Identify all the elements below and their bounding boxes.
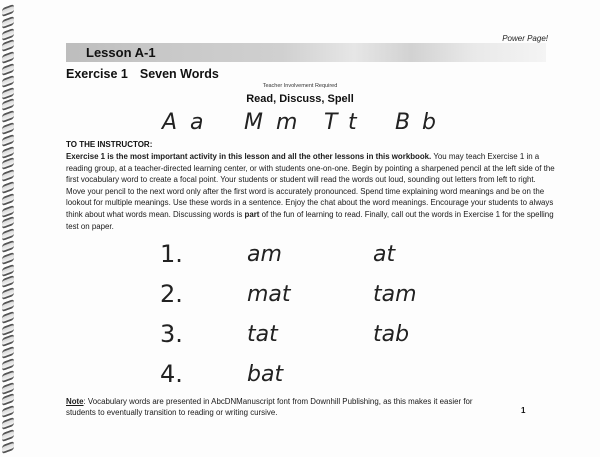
exercise-name: Seven Words [139,67,219,81]
letter-lower-b: b [422,110,436,135]
spiral-ring [2,122,14,135]
spiral-ring [2,311,14,324]
word-row [155,320,475,356]
footnote [66,396,486,418]
word-row [155,280,475,316]
letter-upper-t: T [324,110,338,135]
vocabulary-word: am [247,242,282,267]
note-label: Note [66,397,84,406]
vocabulary-word: mat [247,282,291,307]
letter-upper-a: A [162,110,178,135]
instructions-part-word: part [244,209,260,219]
spiral-ring [2,358,14,371]
spiral-binding [2,6,16,454]
spiral-ring [2,240,14,253]
spiral-ring [2,4,14,17]
instructions-body-end: of the fun of learning to read. Finally, call out the words in Exercise 1 for the spelling test on paper. [66,209,554,231]
row-number: 3. [160,320,183,348]
exercise-number: Exercise 1 [66,67,128,81]
spiral-ring [2,63,14,76]
instructor-heading: TO THE INSTRUCTOR: [66,140,153,149]
vocabulary-word: tam [373,282,417,307]
note-text: : Vocabulary words are presented in AbcDNManuscript font from Downhill Publishing, as this makes it easier for students to eventually transition to reading or writing cursive. [66,397,473,417]
word-row [155,240,475,276]
instructions-lead: Exercise 1 is the most important activity in this lesson and all the other lessons in this workbook. [66,152,432,161]
power-page-label: Power Page! [502,34,548,43]
spiral-ring [2,16,14,29]
spiral-ring [2,134,14,147]
spiral-ring [2,299,14,312]
vocabulary-word: tat [247,322,278,347]
teacher-involvement-note: Teacher Involvement Required [262,83,338,89]
row-number: 2. [160,280,183,308]
spiral-ring [2,417,14,430]
letter-lower-m: m [276,110,298,135]
letter-upper-b: B [395,110,411,135]
vocabulary-word-list [155,240,475,400]
letter-pairs [160,110,460,140]
spiral-ring [2,429,14,442]
letter-lower-t: t [348,110,357,135]
page-number: 1 [521,406,526,415]
exercise-heading [66,67,219,81]
letter-upper-m: M [244,110,263,135]
spiral-ring [2,252,14,265]
spiral-ring [2,193,14,206]
letter-lower-a: a [190,110,204,135]
lesson-title: Lesson A-1 [86,45,156,60]
activity-title: Read, Discuss, Spell [246,93,354,105]
instructor-text [66,151,556,232]
row-number: 4. [160,360,183,388]
row-number: 1. [160,240,183,268]
word-row [155,360,475,396]
spiral-ring [2,440,14,453]
spiral-ring [2,370,14,383]
instructions-body: You may teach Exercise 1 in a reading group, at a teacher-directed learning center, or with students one-on-one. Begin by pointing a sharpened pencil at the left side of the first vocabulary word to create a focal point. Your students or student will read the words out loud, sounding out letters from left to right. Move your pencil to the next word only after the first word is accurately pronounced. Spend time explaining word meanings and be on the lookout for multiple meanings. Use these words in a sentence. Enjoy the chat about the word meanings. Encourage your students to always think about what words mean. Discussing words is [66,152,555,219]
vocabulary-word: tab [373,322,410,347]
vocabulary-word: bat [247,362,284,387]
spiral-ring [2,181,14,194]
vocabulary-word: at [373,242,396,267]
